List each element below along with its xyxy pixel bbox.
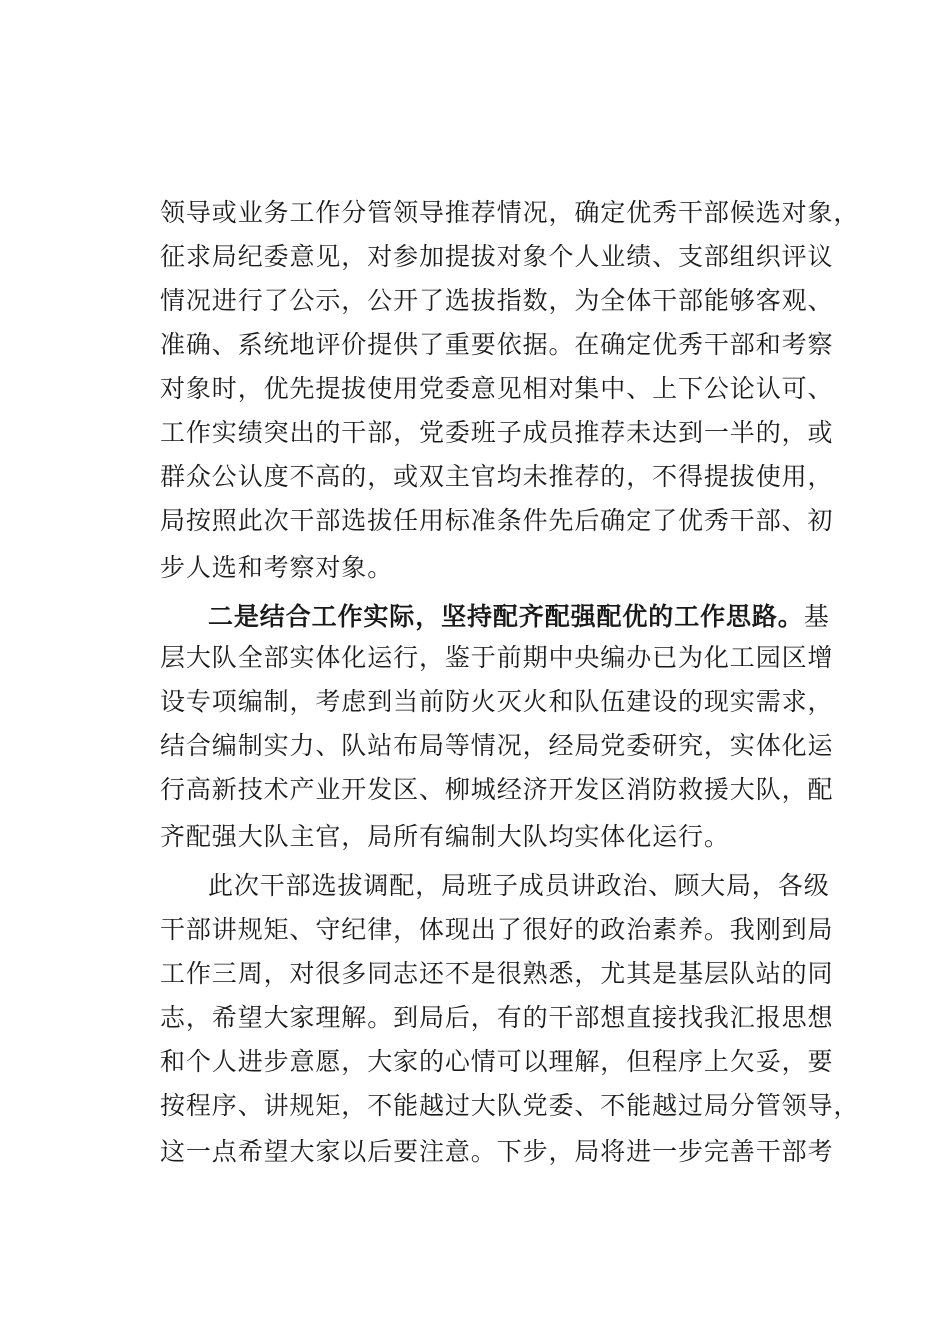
paragraph-line: 领导或业务工作分管领导推荐情况，确定优秀干部候选对象， <box>160 198 860 227</box>
paragraph-line: 局按照此次干部选拔任用标准条件先后确定了优秀干部、初 <box>160 506 834 535</box>
paragraph-line: 对象时，优先提拔使用党委意见相对集中、上下公论认可、 <box>160 374 834 403</box>
paragraph-line: 工作实绩突出的干部，党委班子成员推荐未达到一半的，或 <box>160 418 834 447</box>
paragraph-line: 这一点希望大家以后要注意。下步，局将进一步完善干部考 <box>160 1137 834 1166</box>
paragraph-line: 情况进行了公示，公开了选拔指数，为全体干部能够客观、 <box>160 286 834 315</box>
paragraph-line: 工作三周，对很多同志还不是很熟悉，尤其是基层队站的同 <box>160 959 834 988</box>
paragraph-line: 群众公认度不高的，或双主官均未推荐的，不得提拔使用， <box>160 462 834 491</box>
paragraph-line: 设专项编制，考虑到当前防火灭火和队伍建设的现实需求， <box>160 687 834 716</box>
paragraph-line: 干部讲规矩、守纪律，体现出了很好的政治素养。我刚到局 <box>160 915 834 944</box>
paragraph-line: 层大队全部实体化运行，鉴于前期中央编办已为化工园区增 <box>160 643 834 672</box>
paragraph-line: 结合编制实力、队站布局等情况，经局党委研究，实体化运 <box>160 731 834 760</box>
paragraph-line: 行高新技术产业开发区、柳城经济开发区消防救援大队，配 <box>160 775 834 804</box>
paragraph-heading-tail: 基 <box>803 602 830 631</box>
paragraph-line: 齐配强大队主官，局所有编制大队均实体化运行。 <box>160 822 730 851</box>
paragraph-line: 志，希望大家理解。到局后，有的干部想直接找我汇报思想 <box>160 1003 834 1032</box>
paragraph-heading: 二是结合工作实际，坚持配齐配强配优的工作思路。 <box>208 602 804 631</box>
paragraph-line: 准确、系统地评价提供了重要依据。在确定优秀干部和考察 <box>160 330 834 359</box>
paragraph-line: 和个人进步意愿，大家的心情可以理解，但程序上欠妥，要 <box>160 1047 834 1076</box>
paragraph-line: 按程序、讲规矩，不能越过大队党委、不能越过局分管领导， <box>160 1091 860 1120</box>
paragraph-line: 征求局纪委意见，对参加提拔对象个人业绩、支部组织评议 <box>160 242 834 271</box>
paragraph-line: 步人选和考察对象。 <box>160 553 394 582</box>
paragraph-first-line <box>208 602 830 632</box>
paragraph-first-line: 此次干部选拔调配，局班子成员讲政治、顾大局，各级 <box>208 871 830 900</box>
